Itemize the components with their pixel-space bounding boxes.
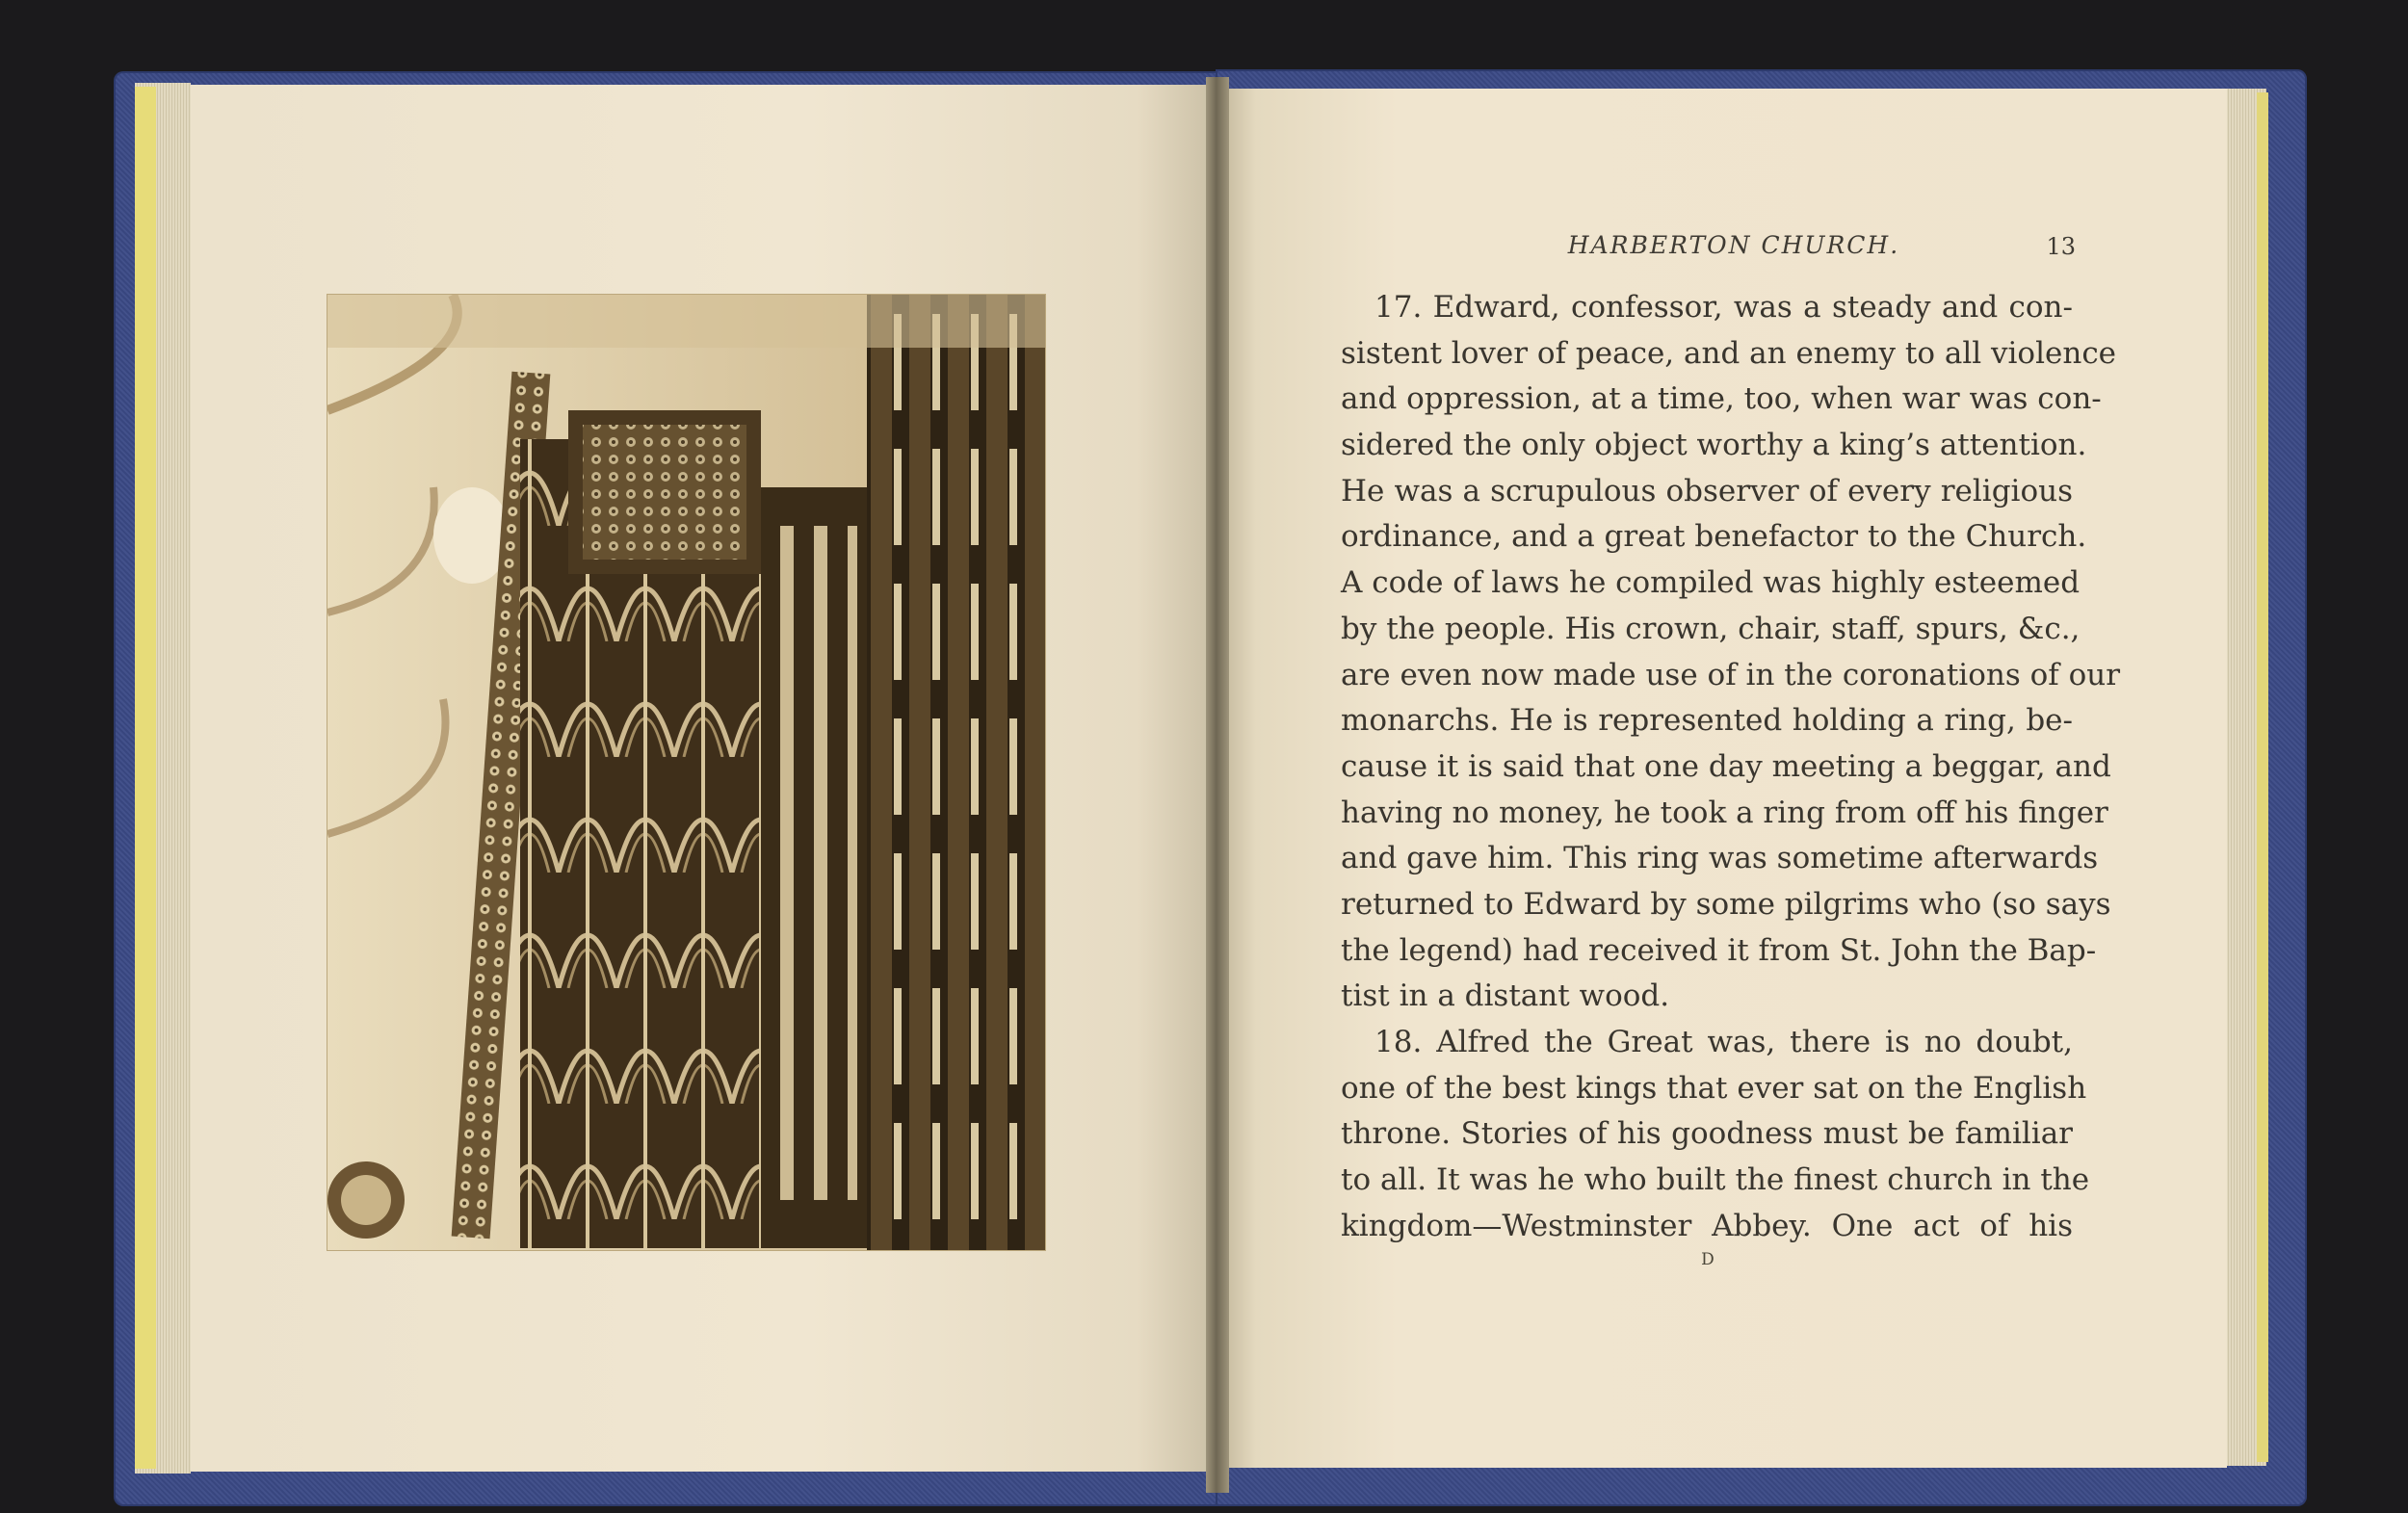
text-line: monarchs. He is represented holding a ring, be- bbox=[1341, 703, 2073, 739]
book-gutter bbox=[1206, 77, 1229, 1493]
page-body-text bbox=[1341, 285, 2121, 1249]
text-line: A code of laws he compiled was highly esteemed bbox=[1341, 565, 2081, 601]
text-line: returned to Edward by some pilgrims who (so says bbox=[1341, 886, 2111, 922]
text-line: are even now made use of in the coronations of our bbox=[1341, 657, 2121, 692]
church-screen-photo bbox=[327, 295, 1045, 1250]
text-line: 18. Alfred the Great was, there is no doubt, bbox=[1374, 1025, 2073, 1059]
text-line: to all. It was he who built the finest church in the bbox=[1341, 1162, 2090, 1198]
text-line: the legend) had received it from St. John the Bap- bbox=[1341, 932, 2097, 968]
gilt-edge-right bbox=[2257, 92, 2268, 1462]
text-line: and gave him. This ring was sometime afterwards bbox=[1341, 841, 2099, 876]
text-line: He was a scrupulous observer of every religious bbox=[1341, 473, 2073, 509]
text-line: 17. Edward, confessor, was a steady and con- bbox=[1374, 290, 2073, 325]
text-line: kingdom—Westminster Abbey. One act of his bbox=[1341, 1208, 2073, 1243]
text-line: tist in a distant wood. bbox=[1341, 978, 1670, 1014]
signature-mark: D bbox=[1701, 1250, 1714, 1269]
page-number: 13 bbox=[2046, 233, 2076, 260]
running-head: HARBERTON CHURCH. bbox=[1567, 231, 1900, 259]
text-line: ordinance, and a great benefactor to the Church. bbox=[1341, 519, 2087, 555]
text-line: and oppression, at a time, too, when war was con- bbox=[1341, 381, 2102, 417]
text-line: sistent lover of peace, and an enemy to all violence bbox=[1341, 335, 2117, 371]
text-line: one of the best kings that ever sat on the English bbox=[1341, 1070, 2087, 1106]
gilt-edge-left bbox=[135, 87, 156, 1469]
text-line: sidered the only object worthy a king’s attention. bbox=[1341, 428, 2087, 463]
photo-illustration bbox=[327, 295, 1045, 1250]
text-line: having no money, he took a ring from off his finger bbox=[1341, 795, 2108, 830]
text-line: throne. Stories of his goodness must be familiar bbox=[1341, 1116, 2073, 1152]
text-line: by the people. His crown, chair, staff, spurs, &c., bbox=[1341, 611, 2081, 646]
text-line: cause it is said that one day meeting a beggar, and bbox=[1341, 748, 2111, 784]
